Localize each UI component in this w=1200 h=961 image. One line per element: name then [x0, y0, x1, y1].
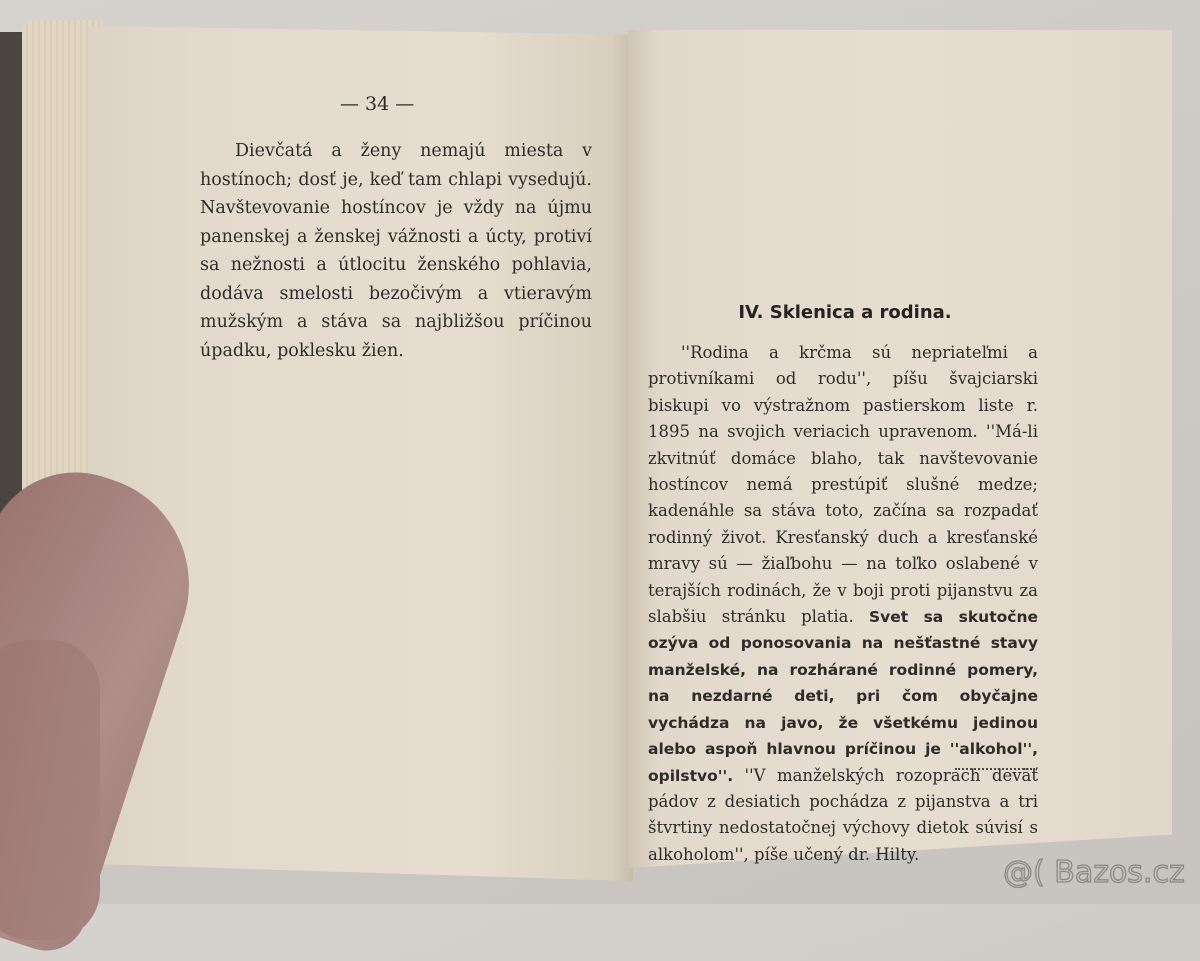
paragraph [648, 340, 1038, 868]
hand [0, 640, 100, 940]
paragraph-text: ''V manželských rozoprach deväť pádov z desiatich pochádza z pijanstva a tri štvrtiny nedostatočnej výchovy dietok súvisí s alkoholom'', píše učený dr. Hilty. [648, 765, 1038, 864]
page-number: — 34 — [340, 93, 415, 115]
watermark: @( Bazos.cz [1003, 855, 1185, 890]
ink-smudge [955, 768, 1035, 773]
paragraph-text: ''Rodina a krčma sú nepriateľmi a protivníkami od rodu'', píšu švajciarski biskupi vo výstražnom pastierskom liste r. 1895 na svojich veriacich upravenom. ''Má-li zkvitnúť domáce blaho, tak navštevovanie hostíncov nemá prestúpiť slušné medze; kadenáhle sa stáva toto, začína sa rozpadať rodinný život. Kresťanský duch a kresťanské mravy sú — žiaľbohu — na toľko oslabené v terajších rodinách, že v boji proti pijanstvu za slabšiu stránku platia. [648, 343, 1038, 627]
paragraph: Dievčatá a ženy nemajú miesta v hostínoch; dosť je, keď tam chlapi vysedujú. Navštevovanie hostíncov je vždy na újmu panenskej a ženskej vážnosti a úcty, protiví sa nežnosti a útlocitu ženského pohlavia, dodáva smelosti bezočivým a vtieravým mužským a stáva sa najbližšou príčinou úpadku, poklesku žien. [200, 141, 592, 361]
bold-passage: Svet sa skutočne ozýva od ponosovania na nešťastné stavy manželské, na rozhárané rodinné pomery, na nezdarné deti, pri čom obyčajne vychádza na javo, že všetkému jedinou alebo aspoň hlavnou príčinou je ''alkohol'', opilstvo''. [648, 608, 1039, 785]
chapter-title: IV. Sklenica a rodina. [738, 302, 952, 323]
left-page-text [200, 137, 592, 365]
right-page-text [648, 340, 1038, 868]
